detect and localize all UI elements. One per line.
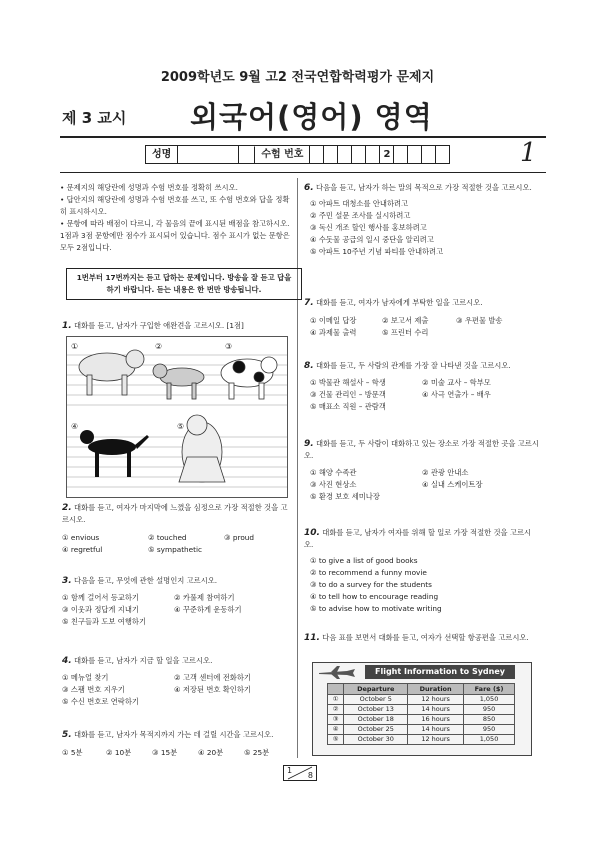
option[interactable]: ⑤ 환경 보호 세미나장 [310, 492, 380, 501]
option[interactable]: ② 미술 교사 – 학부모 [422, 378, 491, 387]
option[interactable]: ⑤ 프린터 수리 [382, 328, 429, 337]
notices [60, 182, 292, 254]
option[interactable]: ⑤ to advise how to motivate writing [310, 604, 442, 613]
current-page: 1 [287, 766, 293, 775]
option[interactable]: ① 박물관 해설사 – 학생 [310, 378, 386, 387]
table-header: Duration [408, 684, 464, 695]
option[interactable]: ② 10분 [106, 748, 132, 757]
name-label: 성명 [146, 146, 178, 163]
option[interactable]: ① 아파트 대청소를 안내하려고 [310, 199, 409, 208]
table-row[interactable]: ④ October 25 14 hours 950 [328, 725, 515, 735]
option[interactable]: ④ 수돗물 공급의 일시 중단을 알리려고 [310, 235, 434, 244]
option[interactable]: ③ 15분 [152, 748, 178, 757]
option[interactable]: ⑤ 수신 번호로 연락하기 [62, 697, 139, 706]
table-row[interactable]: ② October 13 14 hours 950 [328, 705, 515, 715]
option[interactable]: ④ 실내 스케이트장 [422, 480, 483, 489]
dog-illustrations [67, 337, 287, 497]
option[interactable]: ② to recommend a funny movie [310, 568, 427, 577]
option[interactable]: ① 해양 수족관 [310, 468, 357, 477]
number-cell[interactable] [394, 146, 408, 163]
option[interactable]: ⑤ 아파트 10주년 기념 파티를 안내하려고 [310, 247, 444, 256]
id-row [145, 145, 450, 164]
number-cell-fixed: 2 [380, 146, 394, 163]
option[interactable]: ⑤ 매표소 직원 – 관람객 [310, 402, 386, 411]
question-text: 대화를 듣고, 남자가 구입한 애완견을 고르시오. [1점] [74, 321, 244, 330]
question-11: 11. 다음 표를 보면서 대화를 듣고, 여자가 선택할 항공편을 고르시오. [304, 633, 529, 643]
option[interactable]: ① 함께 걸어서 등교하기 [62, 593, 139, 602]
option[interactable]: ④ 저장된 번호 확인하기 [174, 685, 251, 694]
options [304, 198, 540, 258]
options [62, 672, 294, 708]
page-indicator [283, 765, 317, 781]
number-cell[interactable] [408, 146, 422, 163]
flight-table [327, 683, 515, 745]
number-cell[interactable] [324, 146, 338, 163]
dog-icon [153, 364, 204, 399]
option[interactable]: ② 보고서 제출 [382, 316, 429, 325]
number-cell[interactable] [338, 146, 352, 163]
table-row[interactable]: ③ October 18 16 hours 850 [328, 715, 515, 725]
options [304, 467, 540, 503]
number-cell[interactable] [366, 146, 380, 163]
question-number: 1. [62, 321, 72, 331]
option[interactable]: ③ to do a survey for the students [310, 580, 432, 589]
table-header: Departure [344, 684, 408, 695]
table-header [328, 684, 344, 695]
option-label: ① [71, 342, 79, 351]
option[interactable]: ① to give a list of good books [310, 556, 418, 565]
options [62, 532, 294, 556]
exam-title: 2009학년도 9월 고2 전국연합학력평가 문제지 [160, 70, 435, 85]
question-5: 5. 대화를 듣고, 남자가 목적지까지 가는 데 걸릴 시간을 고르시오. ① 5분 ② 10분 ③ 15분 ④ 20분 ⑤ 25분 [62, 729, 294, 759]
option[interactable]: ② 관광 안내소 [422, 468, 469, 477]
notice-item: • 문제지의 해당란에 성명과 수험 번호를 정확히 쓰시오. [60, 183, 238, 192]
table-header: Fare ($) [464, 684, 515, 695]
total-pages: 8 [307, 771, 313, 780]
question-1 [62, 320, 292, 332]
notice-item: • 답안지의 해당란에 성명과 수험 번호를 쓰고, 또 수험 번호와 답을 정확히 표시하시오. [60, 195, 290, 216]
dog-icon [221, 357, 277, 399]
option[interactable]: ① 이메일 답장 [310, 316, 357, 325]
airplane-icon [317, 665, 357, 679]
question-7: 7. 대화를 듣고, 여자가 남자에게 부탁한 일을 고르시오. ① 이메일 답장 ② 보고서 제출 ③ 우편물 발송 ④ 과제물 출력 ⑤ 프린터 수리 [304, 297, 540, 339]
option[interactable]: ③ 독신 개조 할인 행사를 홍보하려고 [310, 223, 427, 232]
option[interactable]: ④ to tell how to encourage reading [310, 592, 439, 601]
option-label: ⑤ [177, 422, 185, 431]
option[interactable]: ② 주민 설문 조사를 실시하려고 [310, 211, 411, 220]
question-9: 9. 대화를 듣고, 두 사람이 대화하고 있는 장소로 가장 적절한 곳을 고르시오. ① 해양 수족관 ② 관광 안내소 ③ 사진 현상소 ④ 실내 스케이트장 ⑤ 환경 보호 세미나장 [304, 439, 539, 501]
number-cell[interactable] [352, 146, 366, 163]
option[interactable]: ④ 사극 연출가 – 배우 [422, 390, 491, 399]
option-label: ③ [225, 342, 233, 351]
number-cell[interactable] [436, 146, 449, 163]
option[interactable]: ⑤ 친구들과 도보 여행하기 [62, 617, 146, 626]
question-8: 8. 대화를 듣고, 두 사람의 관계를 가장 잘 나타낸 것을 고르시오. ① 박물관 해설사 – 학생 ② 미술 교사 – 학부모 ③ 건물 관리인 – 방문객 ④ 사극 연출가 – 배우 ⑤ 매표소 직원 – 관람객 [304, 360, 540, 413]
option[interactable]: ③ 건물 관리인 – 방문객 [310, 390, 386, 399]
column-divider [297, 178, 298, 758]
question-6: 6. 다음을 듣고, 남자가 하는 말의 목적으로 가장 적절한 것을 고르시오. ① 아파트 대청소를 안내하려고 ② 주민 설문 조사를 실시하려고 ③ 독신 개조 할인 행사를 홍보하려고 ④ 수돗물 공급의 일시 중단을 알리려고 ⑤ 아파트 10주년 기념 파티를 안내하려고 [304, 182, 540, 258]
option[interactable]: ③ 스팸 번호 지우기 [62, 685, 125, 694]
options [304, 555, 540, 615]
option[interactable]: ③ 사진 현상소 [310, 480, 357, 489]
question-4: 4. 대화를 듣고, 남자가 지금 할 일을 고르시오. ① 메뉴얼 찾기 ② 고객 센터에 전화하기 ③ 스팸 번호 지우기 ④ 저장된 번호 확인하기 ⑤ 수신 번호로 연락하기 [62, 655, 294, 708]
options [304, 315, 540, 339]
section-rule [60, 172, 546, 173]
option[interactable]: ④ 20분 [198, 748, 224, 757]
option[interactable]: ⑤ sympathetic [148, 545, 203, 554]
question-2: 2. 대화를 듣고, 여자가 마지막에 느꼈을 심정으로 가장 적절한 것을 고르시오. ① envious ② touched ③ proud ④ regretful ⑤ sympathetic [62, 502, 294, 556]
option[interactable]: ⑤ 25분 [244, 748, 270, 757]
table-row[interactable]: ⑤ October 30 12 hours 1,050 [328, 735, 515, 745]
options [62, 592, 294, 628]
option[interactable]: ② touched [148, 533, 187, 542]
option[interactable]: ① 5분 [62, 748, 83, 757]
dog-icon [179, 415, 225, 482]
number-cell[interactable] [310, 146, 324, 163]
name-field[interactable] [178, 146, 239, 163]
option[interactable]: ① envious [62, 533, 100, 542]
question-10: 10. 대화를 듣고, 남자가 여자를 위해 할 일로 가장 적절한 것을 고르시오. ① to give a list of good books ② to recommend a funny movie ③ to do a survey for the students ④ to tell how to encourage reading ⑤ to advise how to motivate writing [304, 527, 540, 615]
number-cell[interactable] [422, 146, 436, 163]
option[interactable]: ③ 우편물 발송 [456, 316, 503, 325]
option[interactable]: ④ 꾸준하게 운동하기 [174, 605, 242, 614]
subject-title: 외국어(영어) 영역 [190, 100, 433, 134]
table-row[interactable]: ① October 5 12 hours 1,050 [328, 695, 515, 705]
listening-note: 1번부터 17번까지는 듣고 답하는 문제입니다. 방송을 잘 듣고 답을 하기 바랍니다. 듣는 내용은 한 번만 방송됩니다. [66, 268, 302, 300]
header-rule [60, 136, 546, 138]
page-number: 1 [520, 138, 537, 168]
option[interactable]: ② 고객 센터에 전화하기 [174, 673, 251, 682]
question-3: 3. 다음을 듣고, 무엇에 관한 설명인지 고르시오. ① 함께 걸어서 등교하기 ② 카풀제 참여하기 ③ 이웃과 정답게 지내기 ④ 꾸준하게 운동하기 ⑤ 친구들과 도보 여행하기 [62, 575, 294, 628]
options [62, 747, 294, 759]
option[interactable]: ① 메뉴얼 찾기 [62, 673, 109, 682]
notice-item: • 문항에 따라 배점이 다르니, 각 물음의 끝에 표시된 배점을 참고하시오. 1점과 3점 문항에만 점수가 표시되어 있습니다. 점수 표시가 없는 문항은 모두 2점입니다. [60, 219, 290, 252]
period-label: 제 3 교시 [62, 109, 127, 127]
options [304, 377, 540, 413]
option[interactable]: ④ regretful [62, 545, 103, 554]
flight-info-panel [312, 662, 532, 756]
option[interactable]: ③ proud [224, 533, 255, 542]
table-title: Flight Information to Sydney [365, 665, 515, 679]
option[interactable]: ② 카풀제 참여하기 [174, 593, 235, 602]
option-label: ② [155, 342, 163, 351]
option[interactable]: ③ 이웃과 정답게 지내기 [62, 605, 139, 614]
dog-picture-box [66, 336, 288, 498]
dog-icon [79, 350, 144, 395]
option-label: ④ [71, 422, 79, 431]
option[interactable]: ④ 과제물 출력 [310, 328, 357, 337]
number-label: 수험 번호 [255, 146, 310, 163]
